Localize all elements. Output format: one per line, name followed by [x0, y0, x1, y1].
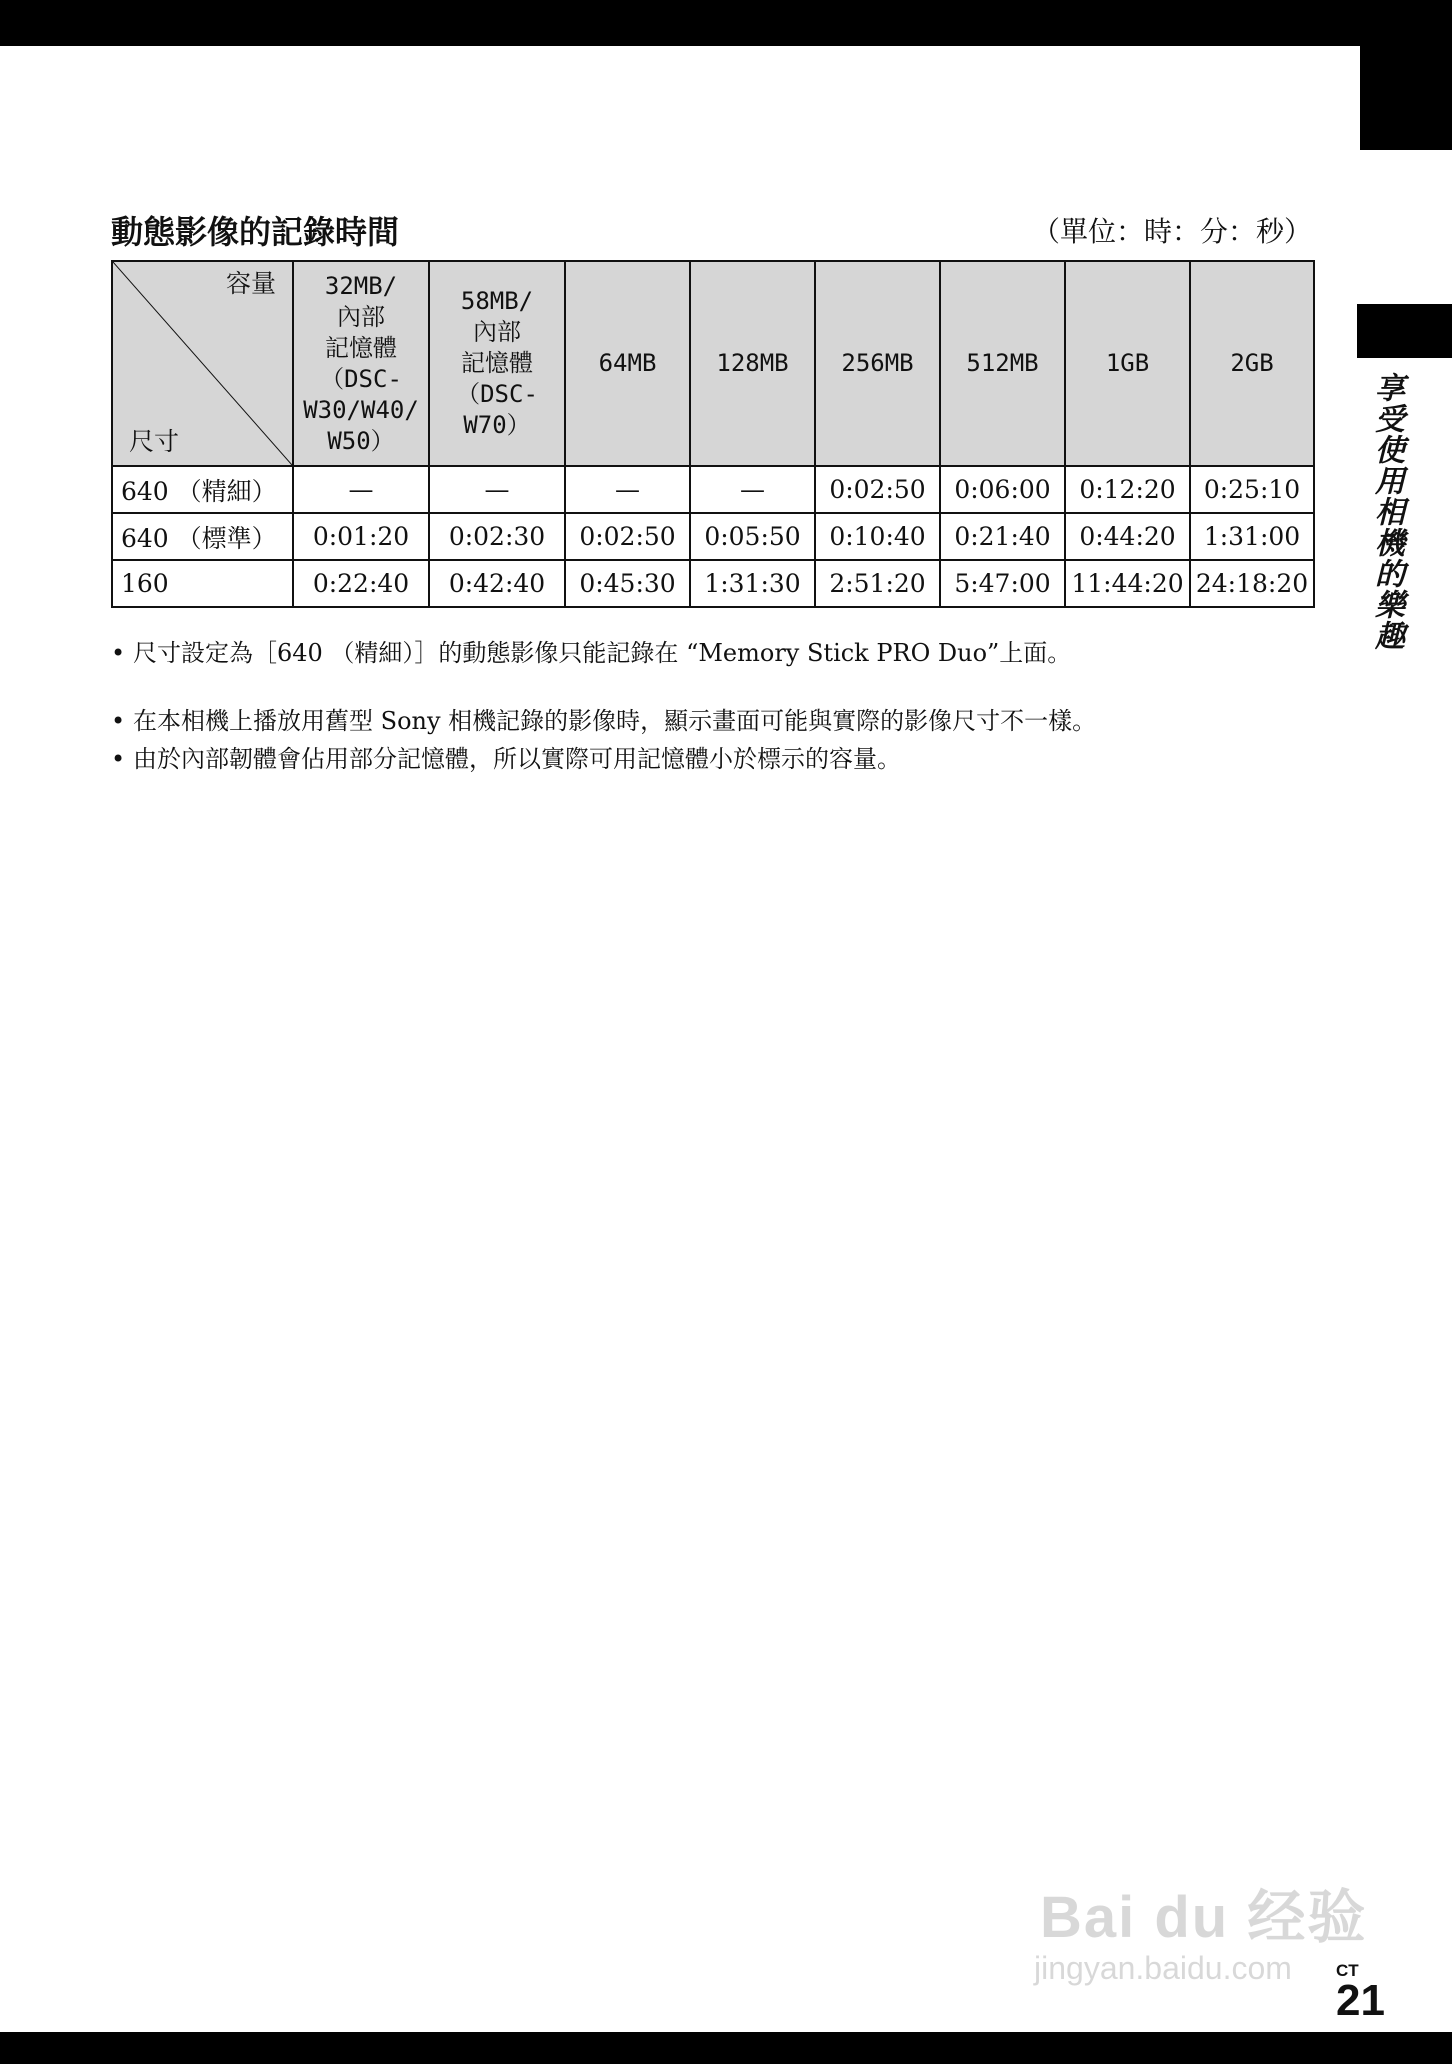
header-line: 512MB [966, 349, 1039, 377]
table-row [112, 560, 1314, 607]
header-line: （DSC- [456, 380, 538, 408]
header-line: W30/W40/ [303, 395, 419, 424]
table-cell: 0:25:10 [1190, 466, 1314, 513]
recording-time-table [111, 260, 1315, 608]
table-cell: 0:01:20 [293, 513, 429, 560]
watermark [1030, 1850, 1370, 2000]
side-chapter-label: 享受使用相機的樂趣 [1369, 372, 1404, 651]
table-cell: — [293, 466, 429, 513]
table-cell: 0:45:30 [565, 560, 690, 607]
header-line: W50） [327, 426, 395, 455]
row-size-label: 640 （標準） [112, 513, 293, 560]
note-item: • 在本相機上播放用舊型 Sony 相機記錄的影像時，顯示畫面可能與實際的影像尺寸不一樣。 [111, 702, 1096, 740]
capacity-column-header [565, 261, 690, 466]
corner-block [1360, 46, 1452, 150]
size-label: 尺寸 [129, 427, 180, 456]
header-line: 內部 [337, 302, 385, 331]
header-line: 64MB [598, 349, 657, 377]
table-cell: 0:44:20 [1065, 513, 1190, 560]
table-cell: 1:31:30 [690, 560, 815, 607]
unit-note: （單位：時：分：秒） [1031, 215, 1312, 248]
header-line: 記憶體 [461, 349, 533, 377]
watermark-brand: Bai du 经验 [1040, 1885, 1368, 1950]
row-size-label: 160 [112, 560, 293, 607]
table-cell: 0:22:40 [293, 560, 429, 607]
corner-header-cell [112, 261, 293, 466]
table-cell: — [565, 466, 690, 513]
header-line: 32MB/ [324, 271, 398, 300]
section-title: 動態影像的記錄時間 [111, 213, 400, 251]
table-cell: 0:21:40 [940, 513, 1065, 560]
capacity-column-header [1190, 261, 1314, 466]
header-line: 128MB [716, 349, 789, 377]
watermark-url: jingyan.baidu.com [1034, 1950, 1292, 1986]
notes-list [111, 634, 1096, 778]
table-cell: — [690, 466, 815, 513]
table-cell: 0:42:40 [429, 560, 565, 607]
table-cell: 0:06:00 [940, 466, 1065, 513]
page-number: 21 [1336, 1976, 1385, 2025]
capacity-column-header [293, 261, 429, 466]
table-cell: 2:51:20 [815, 560, 940, 607]
table-cell: 0:02:50 [815, 466, 940, 513]
capacity-column-header [1065, 261, 1190, 466]
table-cell: 24:18:20 [1190, 560, 1314, 607]
capacity-column-header [940, 261, 1065, 466]
table-row [112, 513, 1314, 560]
table-cell: 0:05:50 [690, 513, 815, 560]
header-line: 1GB [1105, 349, 1150, 377]
table-cell: 11:44:20 [1065, 560, 1190, 607]
table-cell: 5:47:00 [940, 560, 1065, 607]
capacity-label: 容量 [225, 269, 276, 298]
table-cell: 0:02:30 [429, 513, 565, 560]
row-size-label: 640 （精細） [112, 466, 293, 513]
table-cell: 0:12:20 [1065, 466, 1190, 513]
table-header-row [112, 261, 1314, 466]
table-cell: — [429, 466, 565, 513]
header-line: 記憶體 [325, 333, 397, 362]
bottom-bar [0, 2032, 1452, 2064]
top-bar [0, 0, 1452, 46]
note-item: • 尺寸設定為［640 （精細）］的動態影像只能記錄在 “Memory Stick PRO Duo”上面。 [111, 634, 1096, 672]
capacity-column-header [429, 261, 565, 466]
table-cell: 1:31:00 [1190, 513, 1314, 560]
side-tab-marker [1357, 304, 1452, 358]
header-line: 256MB [841, 349, 914, 377]
header-line: 2GB [1230, 349, 1274, 377]
table-row [112, 466, 1314, 513]
page-language-code: CT [1336, 1961, 1359, 1980]
capacity-column-header [690, 261, 815, 466]
table-cell: 0:02:50 [565, 513, 690, 560]
header-line: 58MB/ [460, 287, 534, 315]
header-line: （DSC- [320, 364, 402, 393]
header-line: 內部 [473, 318, 521, 346]
table-cell: 0:10:40 [815, 513, 940, 560]
note-item: • 由於內部韌體會佔用部分記憶體，所以實際可用記憶體小於標示的容量。 [111, 740, 1096, 778]
capacity-column-header [815, 261, 940, 466]
header-line: W70） [463, 411, 531, 439]
